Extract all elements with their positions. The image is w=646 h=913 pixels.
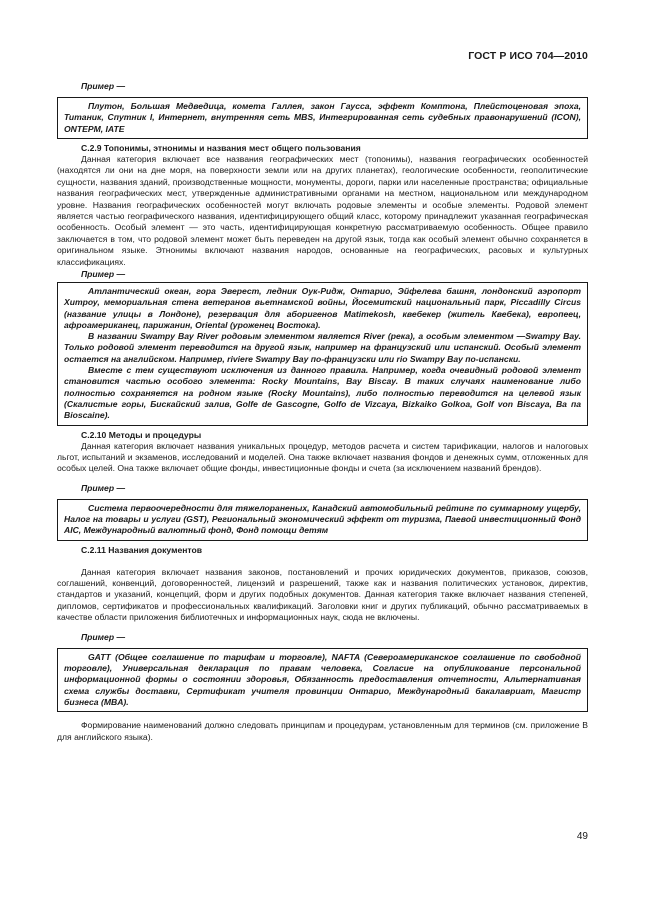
example-box bbox=[57, 282, 588, 426]
example-label: Пример — bbox=[81, 482, 126, 493]
example-text: Атлантический океан, гора Эверест, ледник Оук-Ридж, Онтарио, Эйфелева башня, лондонский аэропорт Хитроу, мемориальная стена ветеранов вьетнамской войны, Йосемитский национальный парк, Piccadilly Circus (название улицы в Лондоне), резервация для аборигенов Matimekosh, квебекер (житель Квебека), европеец, афроамериканец, парижанин, Oriental (уроженец Востока). bbox=[64, 285, 581, 330]
example-box bbox=[57, 648, 588, 712]
example-text: Вместе с тем существуют исключения из данного правила. Например, когда очевидный родовой элемент становится частью особого элемента: Rocky Mountains, Bay Biscay. В таких случаях наименование либо полностью сохраняется на родном языке (Rocky Mountains), либо полностью переводится на целевой язык (Скалистые горы, Бискайский залив, Golfe de Gascogne, Golfo de Vizcaya, Bizkaiko Golkoa, Golf von Biscaya, Ba па Bioscaine). bbox=[64, 365, 581, 421]
page-header-title: ГОСТ Р ИСО 704—2010 bbox=[468, 50, 588, 62]
body-paragraph: Данная категория включает все названия географических мест (топонимы), названия географических особенностей (находятся ли они на дне моря, на поверхности земли или на других планетах), геологические особенности, геополитические сущности, названия зданий, производственные мощности, монументы, дороги, парки или населенные пространства; официальные названия географических мест, утвержденные административными органами на местном, национальном или международном уровне. Названия географических особенностей могут включать родовые элементы и особые элементы. Родовой элемент является частью географического названия, идентифицирующего общий класс, которому принадлежит указанная географическая особенность. Особый элемент — это часть, идентифицирующая конкретную рассматриваемую особенность. Общее правило заключается в том, что родовой элемент может быть переведен на другой язык, тогда как особый элемент обычно сохраняется в оригинальном языке. Этнонимы включают названия народов, основанные на географических, расовых и культурных классификациях. bbox=[57, 153, 588, 267]
page-number: 49 bbox=[576, 831, 588, 842]
section-heading: С.2.11 Названия документов bbox=[81, 544, 203, 555]
example-label: Пример — bbox=[81, 268, 126, 279]
example-text: Плутон, Большая Медведица, комета Галлея, закон Гаусса, эффект Комптона, Плейстоценовая эпоха, Титаник, Спутник I, Интернет, внутренняя сеть MBS, Интегрированная сеть судебных правонарушений (ICON), ONTEPM, IATE bbox=[64, 101, 581, 134]
body-paragraph: Данная категория включает названия законов, постановлений и прочих юридических документов, приказов, союзов, соглашений, конвенций, договоренностей, лицензий и разрешений, также как и названия политических установок, директив, стандартов и указаний, концепций, форм и других подобных документов. Данная категория также включает названия степеней, дипломов, сертификатов и профессиональных квалификаций. Заголовки книг и других публикаций, обычно рассматриваемых в качестве области приложения библиотечных и информационных наук, сюда не включены. bbox=[57, 566, 588, 623]
example-text: GATT (Общее соглашение по тарифам и торговле), NAFTA (Североамериканское соглашение по свободной торговле), Универсальная декларация по правам человека, Согласие на опубликование персональной информационной формы о состоянии здоровья, Обязанность предоставления отчетности, Альтернативная схема службы доставки, Сертификат учителя провинции Онтарио, Международный бакалавриат, Магистр бизнеса (MBA). bbox=[64, 651, 581, 707]
example-text: В названии Swampy Bay River родовым элементом является River (река), а особым элементом —Swampy Bay. Только родовой элемент переводится на другой язык, например на французский или испанский. Особый элемент остается на английском. Например, riviere Swampy Bay по-французски или rio Swampy Bay по-испански. bbox=[64, 331, 581, 364]
example-label: Пример — bbox=[81, 631, 126, 642]
section-heading: С.2.10 Методы и процедуры bbox=[81, 429, 202, 440]
closing-paragraph: Формирование наименований должно следовать принципам и процедурам, установленным для терминов (см. приложение В для английского языка). bbox=[57, 720, 588, 742]
section-heading: С.2.9 Топонимы, этнонимы и названия мест общего пользования bbox=[81, 142, 361, 153]
example-text: Система первоочередности для тяжелораненых, Канадский автомобильный рейтинг по суммарному ущербу, Налог на товары и услуги (GST), Региональный экономический эффект от туризма, Паевой инвестиционный Фонд AIC, Международный валютный фонд, Фонд помощи детям bbox=[64, 502, 581, 536]
example-label: Пример — bbox=[81, 81, 126, 91]
example-box bbox=[57, 499, 588, 541]
page-content bbox=[57, 81, 588, 743]
example-box bbox=[57, 97, 588, 139]
body-paragraph: Данная категория включает названия уникальных процедур, методов расчета и систем тарификации, налогов и налоговых льгот, испытаний и экзаменов, исследований и моделей. Она также включает названия фондов и денежных сумм, отложенных для особых целей. Она также включает общие фонды, инвестиционные фонды и счета (за исключением названий брендов). bbox=[57, 440, 588, 474]
